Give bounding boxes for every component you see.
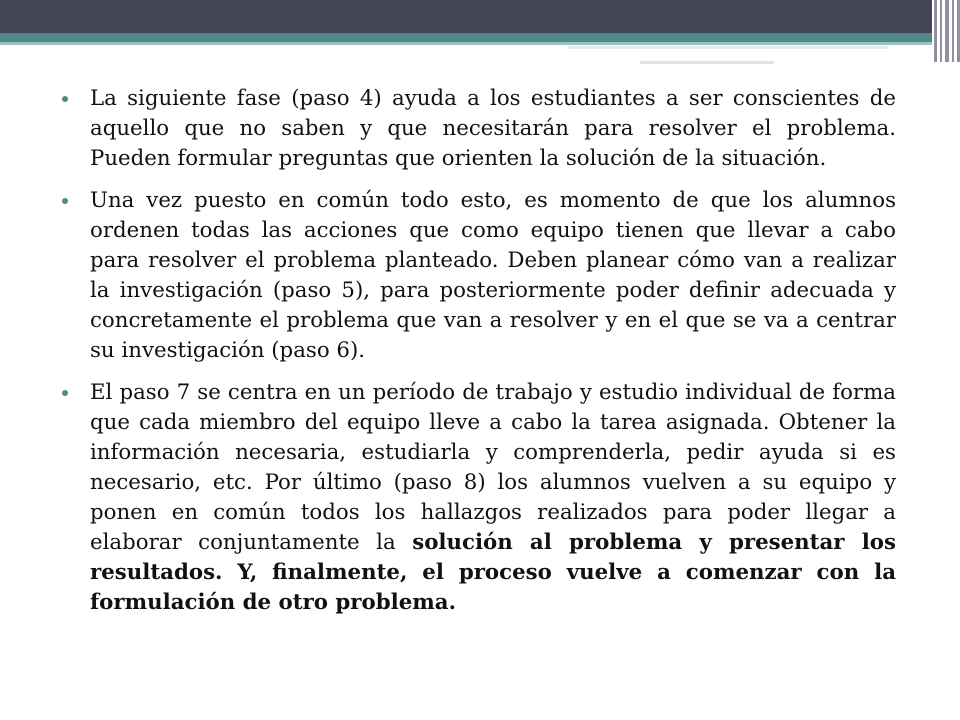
- bullet-list: [62, 84, 896, 618]
- bullet-dot-icon: [62, 198, 68, 204]
- header-vertical-stripes: [932, 0, 960, 62]
- bullet-item-paso-4: [62, 84, 896, 174]
- bullet-text: El paso 7 se centra en un período de trabajo y estudio individual de forma que cada miembro del equipo lleve a cabo la tarea asignada. Obtener la información necesaria, estudiarla y comprenderla, pedir ayuda si es necesario, etc. Por último (paso 8) los alumnos vuelven a su equipo y ponen en común todos los hallazgos realizados para poder llegar a elaborar conjuntamente la: [90, 380, 896, 555]
- bullet-dot-icon: [62, 390, 68, 396]
- header-teal-thin-line: [0, 42, 932, 45]
- bullet-text: Una vez puesto en común todo esto, es momento de que los alumnos ordenen todas las acciones que como equipo tienen que llevar a cabo para resolver el problema planteado. Deben planear cómo van a realizar la investigación (paso 5), para posteriormente poder definir adecuada y concretamente el problema que van a resolver y en el que se va a centrar su investigación (paso 6).: [90, 188, 896, 363]
- bullet-bold-text: solución al problema y presentar los resultados. Y, finalmente, el proceso vuelve a comenzar con la formulación de otro problema.: [90, 530, 896, 615]
- header-accent-line: [568, 46, 888, 49]
- header-accent-line-short: [640, 61, 774, 64]
- header-teal-bar: [0, 33, 932, 42]
- bullet-item-paso-5-6: [62, 186, 896, 366]
- bullet-text: La siguiente fase (paso 4) ayuda a los estudiantes a ser conscientes de aquello que no saben y que necesitarán para resolver el problema. Pueden formular preguntas que orienten la solución de la situación.: [90, 86, 896, 171]
- slide-content: [62, 84, 896, 630]
- bullet-item-paso-7-8: [62, 378, 896, 618]
- bullet-dot-icon: [62, 96, 68, 102]
- header-dark-bar: [0, 0, 932, 33]
